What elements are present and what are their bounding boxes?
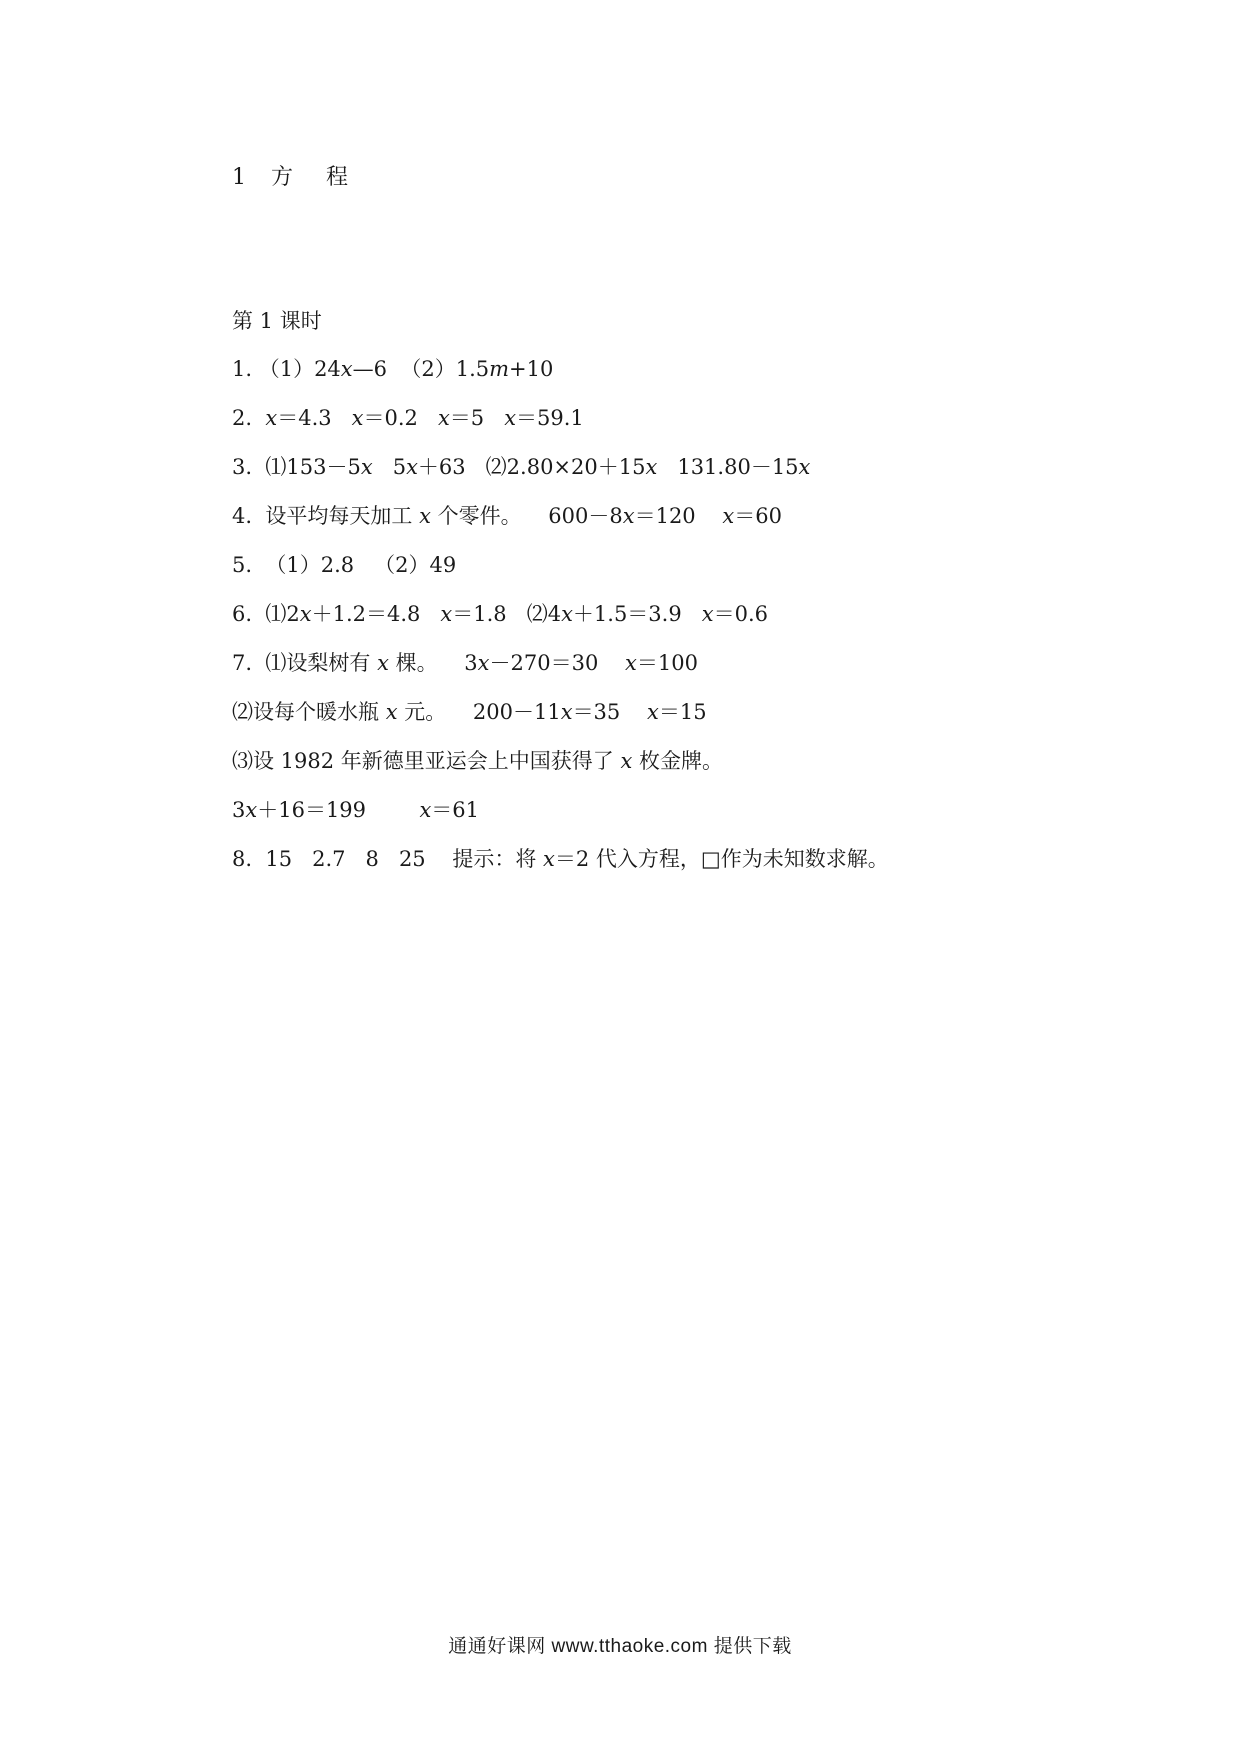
variable: x	[620, 749, 633, 773]
chapter-title	[232, 160, 349, 191]
variable: x	[561, 602, 573, 626]
variable: x	[351, 406, 364, 430]
variable: x	[360, 455, 373, 479]
answer-text: 枚金牌。	[632, 749, 723, 773]
answer-text: 棵。 3	[388, 651, 478, 675]
variable: x	[560, 700, 573, 724]
footer-credit: 通通好课网 www.tthaoke.com 提供下载	[448, 1636, 792, 1657]
answer-text: 元。 200－11	[397, 700, 561, 724]
variable: x	[419, 798, 432, 822]
answer-text: 8. 15 2.7 8 25 提示：将	[232, 847, 544, 871]
answer-list	[232, 355, 1112, 894]
answer-text: ＝2 代入方程，□作为未知数求解。	[554, 847, 889, 871]
variable: x	[504, 406, 517, 430]
variable: x	[647, 700, 659, 724]
answer-text: +10	[509, 357, 554, 381]
variable: m	[489, 357, 510, 381]
answer-text: ＋63 ⑵2.80×20＋15	[417, 455, 646, 479]
answer-text: ＝59.1	[516, 406, 584, 430]
answer-text: ＋1.2＝4.8	[311, 602, 441, 626]
answer-text: ＝1.8 ⑵4	[452, 602, 562, 626]
variable: x	[245, 798, 258, 822]
answer-text: ⑵设每个暖水瓶	[232, 700, 386, 724]
answer-line-a7c	[232, 747, 1112, 796]
answer-text: ＝35	[572, 700, 647, 724]
answer-text: 2.	[232, 406, 266, 430]
answer-text: ＝120	[634, 504, 723, 528]
answer-text: ＋1.5＝3.9	[572, 602, 702, 626]
variable: x	[701, 602, 714, 626]
lesson-label: 第 1 课时	[232, 309, 322, 333]
answer-text: 5	[372, 455, 407, 479]
answer-line-a7d	[232, 796, 1112, 845]
answer-line-a6	[232, 600, 1112, 649]
answer-text: ＝4.3	[277, 406, 352, 430]
variable: x	[543, 847, 555, 871]
answer-text: 3	[232, 798, 246, 822]
answer-text: 3. ⑴153－5	[232, 455, 361, 479]
variable: x	[299, 602, 312, 626]
answer-text: －270＝30	[489, 651, 626, 675]
answer-text: ＝0.6	[713, 602, 768, 626]
answer-text: ＝0.2	[363, 406, 438, 430]
answer-text: 7. ⑴设梨树有	[232, 651, 378, 675]
answer-line-a7b	[232, 698, 1112, 747]
variable: x	[437, 406, 450, 430]
variable: x	[406, 455, 418, 479]
answer-text: ＝60	[734, 504, 782, 528]
variable: x	[265, 406, 278, 430]
answer-text: ＝61	[431, 798, 480, 822]
answer-text: 5. （1）2.8 （2）49	[232, 553, 457, 577]
variable: x	[419, 504, 431, 528]
answer-line-a3	[232, 453, 1112, 502]
answer-text: ＝100	[636, 651, 698, 675]
answer-line-a8	[232, 845, 1112, 894]
variable: x	[385, 700, 398, 724]
answer-line-a2	[232, 404, 1112, 453]
variable: x	[440, 602, 453, 626]
answer-line-a7	[232, 649, 1112, 698]
variable: x	[622, 504, 635, 528]
chapter-name: 方 程	[270, 165, 349, 190]
variable: x	[477, 651, 490, 675]
variable: x	[625, 651, 637, 675]
variable: x	[340, 357, 353, 381]
variable: x	[377, 651, 389, 675]
variable: x	[798, 455, 811, 479]
answer-text: ⑶设 1982 年新德里亚运会上中国获得了	[232, 749, 621, 773]
answer-text: ＋16＝199	[257, 798, 420, 822]
variable: x	[645, 455, 658, 479]
answer-text: 131.80－15	[657, 455, 799, 479]
answer-text: —6 （2）1.5	[352, 357, 490, 381]
answer-line-a1	[232, 355, 1112, 404]
variable: x	[722, 504, 735, 528]
answer-text: 1. （1）24	[232, 357, 341, 381]
chapter-number: 1	[232, 165, 247, 190]
answer-text: ＝5	[449, 406, 505, 430]
answer-text: 6. ⑴2	[232, 602, 300, 626]
answer-line-a4	[232, 502, 1112, 551]
answer-text: 个零件。 600－8	[430, 504, 623, 528]
answer-text: 4. 设平均每天加工	[232, 504, 420, 528]
answer-text: ＝15	[658, 700, 707, 724]
answer-line-a5	[232, 551, 1112, 600]
